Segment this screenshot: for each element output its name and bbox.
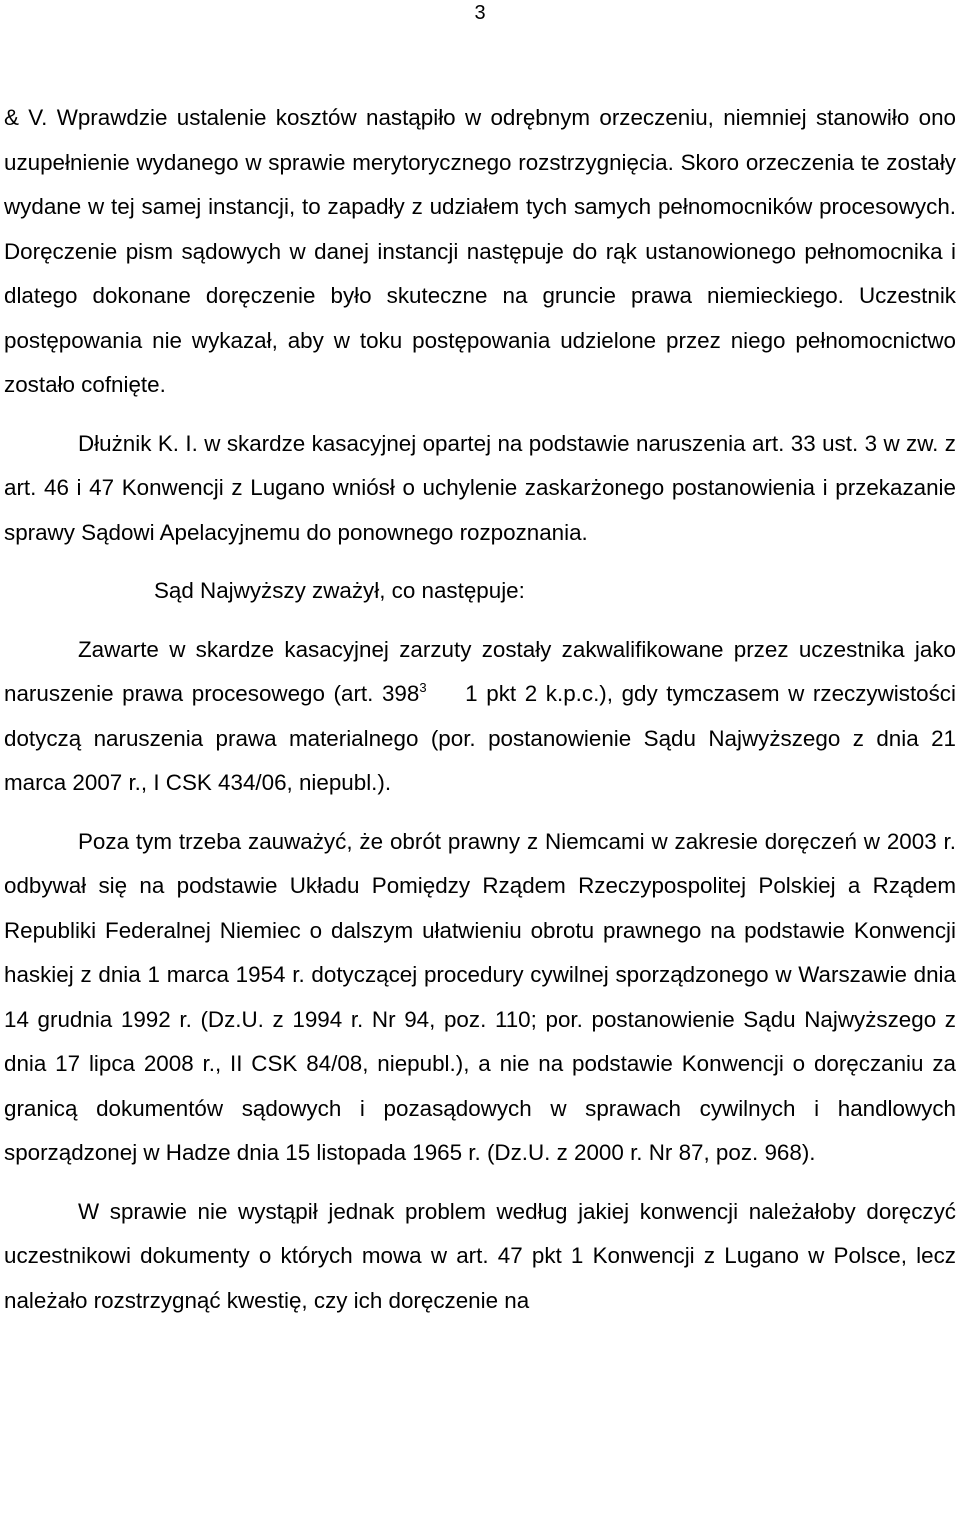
paragraph-1: & V. Wprawdzie ustalenie kosztów nastąpiło w odrębnym orzeczeniu, niemniej stanowiło ono uzupełnienie wydanego w sprawie merytorycznego rozstrzygnięcia. Skoro orzeczenia te zostały wydane w tej samej instancji, to zapadły z udziałem tych samych pełnomocników procesowych. Doręczenie pism sądowych w danej instancji następuje do rąk ustanowionego pełnomocnika i dlatego dokonane doręczenie było skuteczne na gruncie prawa niemieckiego. Uczestnik postępowania nie wykazał, aby w toku postępowania udzielone przez niego pełnomocnictwo zostało cofnięte. — [4, 105, 956, 397]
spacer — [4, 555, 956, 569]
spacer — [4, 806, 956, 820]
paragraph-3 — [4, 628, 956, 806]
spacer — [4, 408, 956, 422]
paragraph-4: Poza tym trzeba zauważyć, że obrót prawny z Niemcami w zakresie doręczeń w 2003 r. odbywał się na podstawie Układu Pomiędzy Rządem Rzeczypospolitej Polskiej a Rządem Republiki Federalnej Niemiec o dalszym ułatwieniu obrotu prawnego na podstawie Konwencji haskiej z dnia 1 marca 1954 r. dotyczącej procedury cywilnej sporządzonego w Warszawie dnia 14 grudnia 1992 r. (Dz.U. z 1994 r. Nr 94, poz. 110; por. postanowienie Sądu Najwyższego z dnia 17 lipca 2008 r., II CSK 84/08, niepubl.), a nie na podstawie Konwencji o doręczaniu za granicą dokumentów sądowych i pozasądowych w sprawach cywilnych i handlowych sporządzonej w Hadze dnia 15 listopada 1965 r. (Dz.U. z 2000 r. Nr 87, poz. 968). — [4, 828, 956, 1165]
superscript: 3 — [419, 680, 427, 695]
paragraph-2: Dłużnik K. I. w skardze kasacyjnej opartej na podstawie naruszenia art. 33 ust. 3 w zw. z art. 46 i 47 Konwencji z Lugano wniósł o uchylenie zaskarżonego postanowienia i przekazanie sprawy Sądowi Apelacyjnemu do ponownego rozpoznania. — [4, 430, 956, 545]
document-body — [4, 96, 956, 1323]
paragraph-3-text-a: Zawarte w skardze kasacyjnej zarzuty zostały zakwalifikowane przez uczestnika jako naruszenie prawa procesowego (art. 398 — [4, 636, 956, 706]
paragraph-5: W sprawie nie wystąpił jednak problem według jakiej konwencji należałoby doręczyć uczestnikowi dokumenty o których mowa w art. 47 pkt 1 Konwencji z Lugano w Polsce, lecz należało rozstrzygnąć kwestię, czy ich doręczenie na — [4, 1198, 956, 1313]
spacer — [4, 614, 956, 628]
page-number: 3 — [474, 2, 486, 24]
paragraph-3-text-b: 1 pkt 2 k.p.c.), gdy tymczasem w rzeczywistości dotyczą naruszenia prawa materialnego (por. postanowienie Sądu Najwyższego z dnia 21 marca 2007 r., I CSK 434/06, niepubl.). — [4, 681, 956, 795]
section-heading: Sąd Najwyższy zważył, co następuje: — [154, 578, 525, 603]
spacer — [4, 1176, 956, 1190]
